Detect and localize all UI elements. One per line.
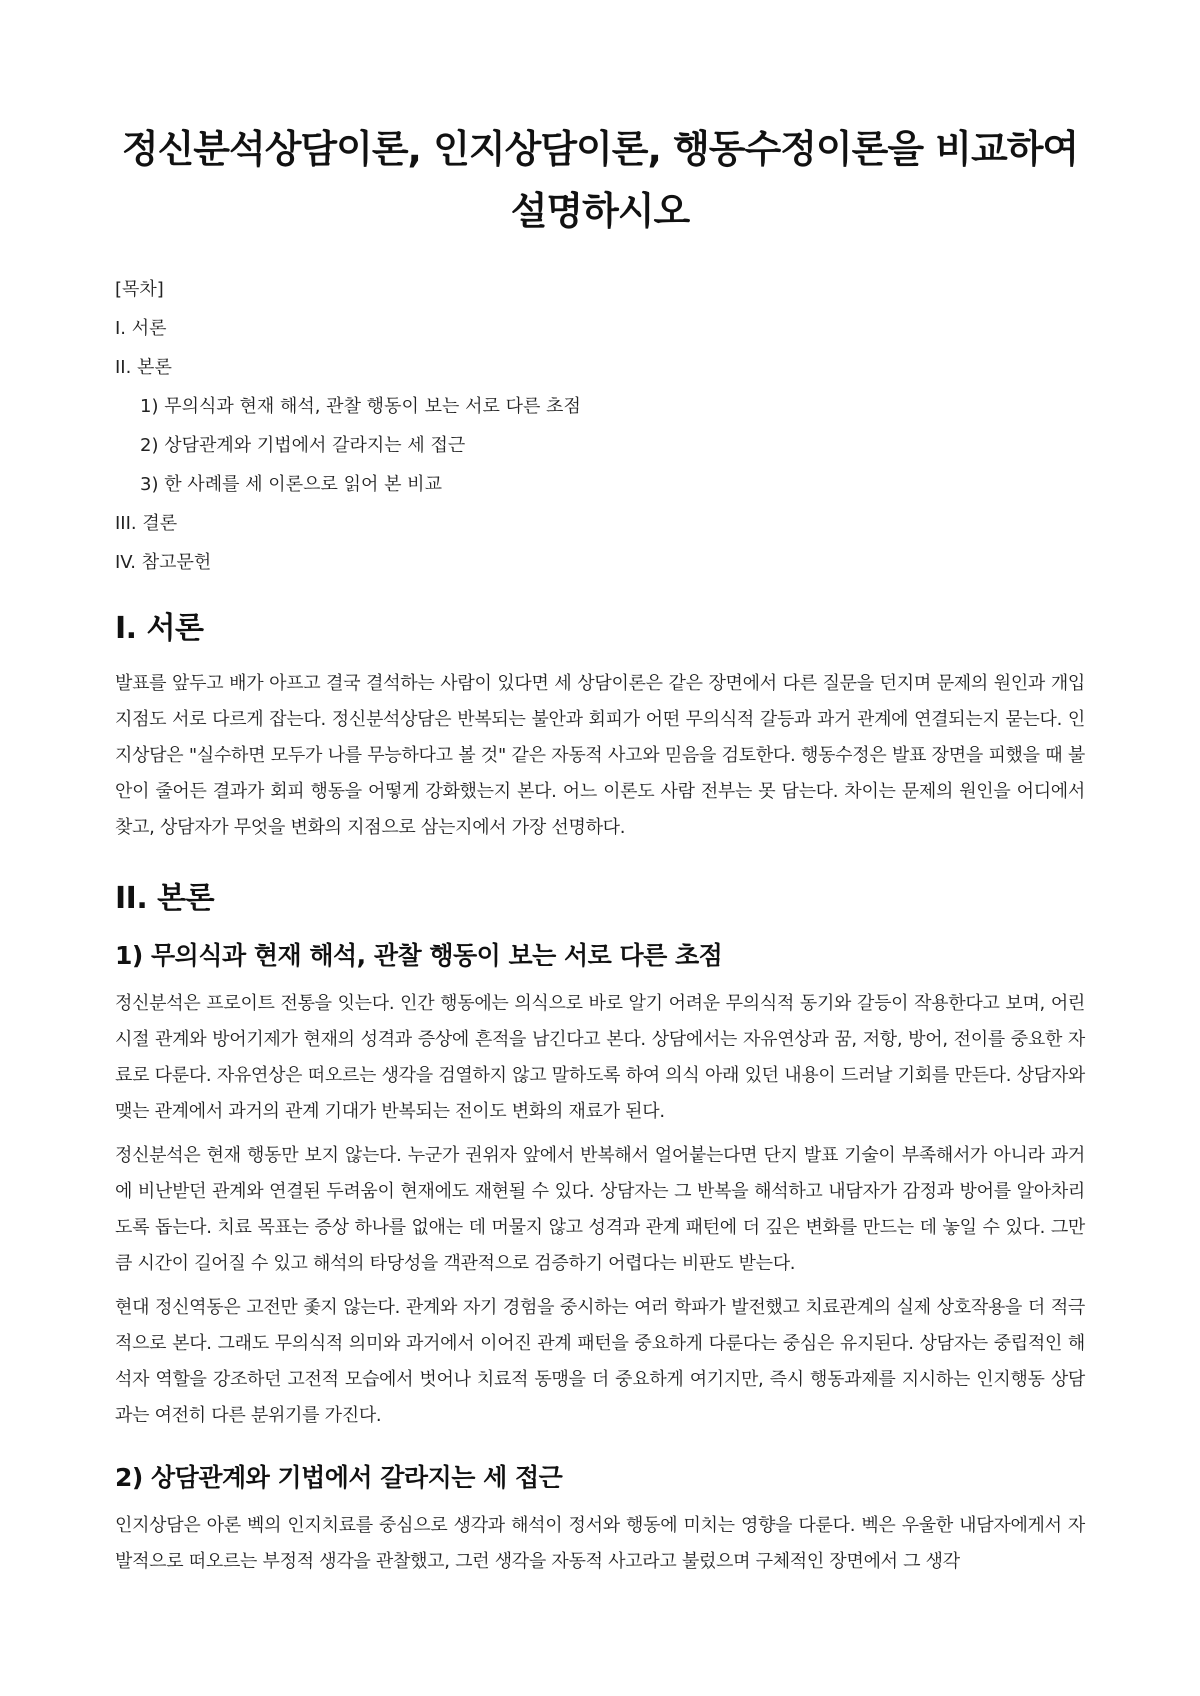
- intro-section: [115, 606, 1085, 846]
- body-section: [115, 876, 1085, 1580]
- subsection-2-paragraph: 인지상담은 아론 벡의 인지치료를 중심으로 생각과 해석이 정서와 행동에 미치는 영향을 다룬다. 벡은 우울한 내담자에게서 자발적으로 떠오르는 부정적 생각을 관찰했고, 그런 생각을 자동적 사고라고 불렀으며 구체적인 장면에서 그 생각: [115, 1515, 1085, 1572]
- toc-item-body-3: 3) 한 사례를 세 이론으로 읽어 본 비교: [140, 474, 442, 495]
- body-subsection-1: [115, 936, 1085, 1434]
- toc-heading: [목차]: [115, 279, 164, 300]
- body-subsection-2: [115, 1458, 1085, 1580]
- subsection-1-paragraph: 정신분석은 현재 행동만 보지 않는다. 누군가 권위자 앞에서 반복해서 얼어붙는다면 단지 발표 기술이 부족해서가 아니라 과거에 비난받던 관계와 연결된 두려움이 현재에도 재현될 수 있다. 상담자는 그 반복을 해석하고 내담자가 감정과 방어를 알아차리도록 돕는다. 치료 목표는 증상 하나를 없애는 데 머물지 않고 성격과 관계 패턴에 더 깊은 변화를 만드는 데 놓일 수 있다. 그만큼 시간이 길어질 수 있고 해석의 타당성을 객관적으로 검증하기 어렵다는 비판도 받는다.: [115, 1145, 1085, 1274]
- subsection-1-heading: 1) 무의식과 현재 해석, 관찰 행동이 보는 서로 다른 초점: [115, 941, 723, 970]
- toc-item-references: IV. 참고문헌: [115, 552, 212, 573]
- document-title: 정신분석상담이론, 인지상담이론, 행동수정이론을 비교하여 설명하시오: [121, 127, 1079, 233]
- toc-item-body-2: 2) 상담관계와 기법에서 갈라지는 세 접근: [140, 435, 466, 456]
- intro-heading: I. 서론: [115, 611, 204, 646]
- toc-item-conclusion: III. 결론: [115, 513, 178, 534]
- subsection-2-heading: 2) 상담관계와 기법에서 갈라지는 세 접근: [115, 1463, 563, 1492]
- intro-paragraph: 발표를 앞두고 배가 아프고 결국 결석하는 사람이 있다면 세 상담이론은 같은 장면에서 다른 질문을 던지며 문제의 원인과 개입 지점도 서로 다르게 잡는다. 정신분석상담은 반복되는 불안과 회피가 어떤 무의식적 갈등과 과거 관계에 연결되는지 묻는다. 인지상담은 "실수하면 모두가 나를 무능하다고 볼 것" 같은 자동적 사고와 믿음을 검토한다. 행동수정은 발표 장면을 피했을 때 불안이 줄어든 결과가 회피 행동을 어떻게 강화했는지 본다. 어느 이론도 사람 전부는 못 담는다. 차이는 문제의 원인을 어디에서 찾고, 상담자가 무엇을 변화의 지점으로 삼는지에서 가장 선명하다.: [115, 673, 1085, 838]
- table-of-contents: [115, 270, 1085, 582]
- toc-item-body: II. 본론: [115, 357, 172, 378]
- subsection-1-paragraph: 정신분석은 프로이트 전통을 잇는다. 인간 행동에는 의식으로 바로 알기 어려운 무의식적 동기와 갈등이 작용한다고 보며, 어린 시절 관계와 방어기제가 현재의 성격과 증상에 흔적을 남긴다고 본다. 상담에서는 자유연상과 꿈, 저항, 방어, 전이를 중요한 자료로 다룬다. 자유연상은 떠오르는 생각을 검열하지 않고 말하도록 하여 의식 아래 있던 내용이 드러날 기회를 만든다. 상담자와 맺는 관계에서 과거의 관계 기대가 반복되는 전이도 변화의 재료가 된다.: [115, 993, 1085, 1122]
- body-heading: II. 본론: [115, 881, 215, 916]
- toc-item-body-1: 1) 무의식과 현재 해석, 관찰 행동이 보는 서로 다른 초점: [140, 396, 581, 417]
- toc-item-intro: I. 서론: [115, 318, 167, 339]
- subsection-1-paragraph: 현대 정신역동은 고전만 좇지 않는다. 관계와 자기 경험을 중시하는 여러 학파가 발전했고 치료관계의 실제 상호작용을 더 적극적으로 본다. 그래도 무의식적 의미와 과거에서 이어진 관계 패턴을 중요하게 다룬다는 중심은 유지된다. 상담자는 중립적인 해석자 역할을 강조하던 고전적 모습에서 벗어나 치료적 동맹을 더 중요하게 여기지만, 즉시 행동과제를 지시하는 인지행동 상담과는 여전히 다른 분위기를 가진다.: [115, 1297, 1085, 1426]
